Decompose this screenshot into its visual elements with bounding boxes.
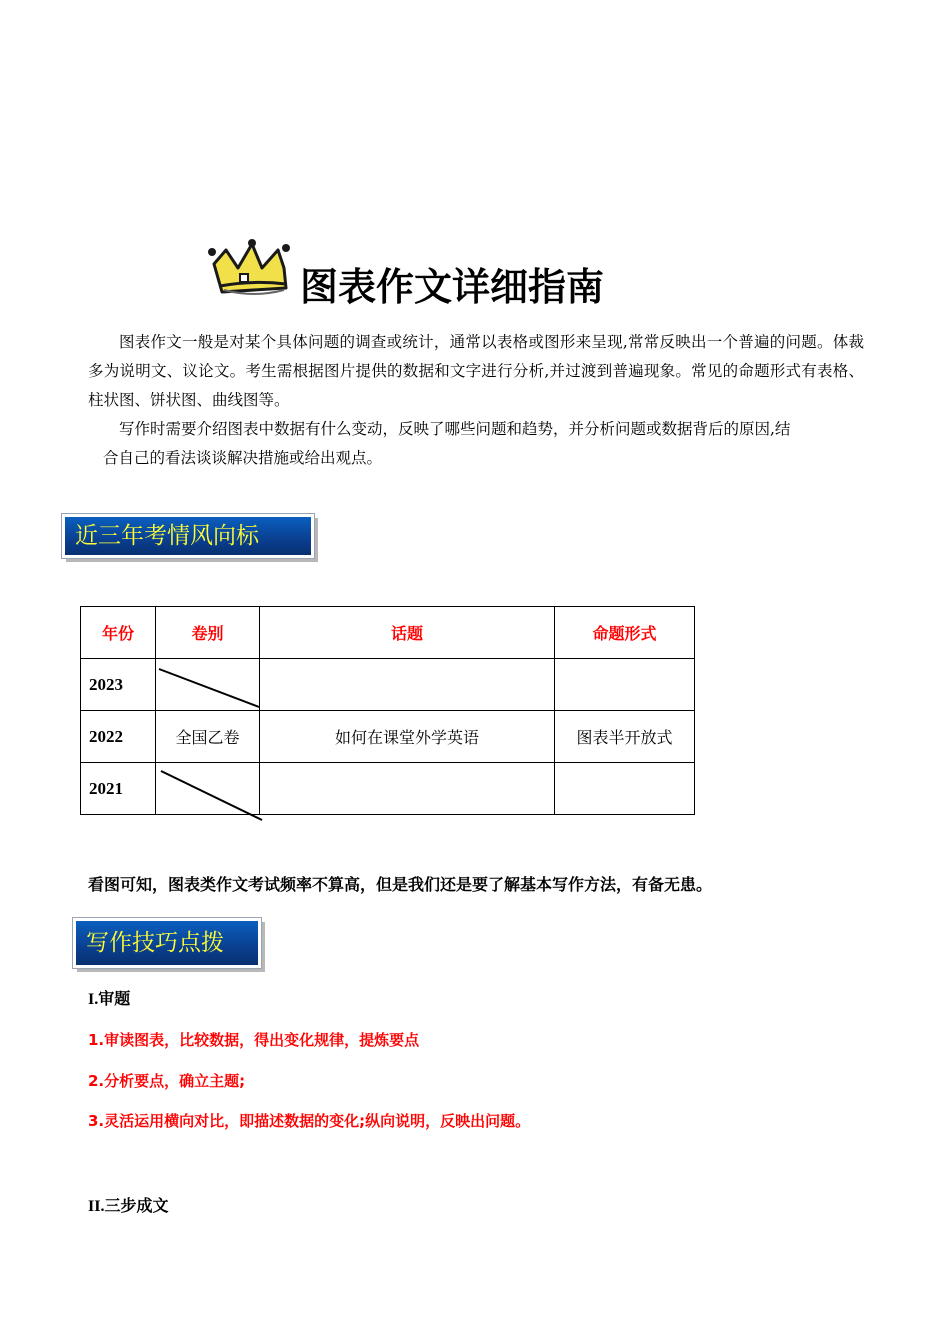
summary-text: 看图可知，图表类作文考试频率不算高，但是我们还是要了解基本写作方法，有备无患。 (88, 875, 713, 894)
cell-paper-empty (156, 659, 260, 711)
page-title: 图表作文详细指南 (300, 265, 605, 309)
table-row (81, 711, 695, 763)
cell-paper-empty (156, 763, 260, 815)
cell-topic: 如何在课堂外学英语 (260, 711, 555, 763)
header-form: 命题形式 (555, 607, 695, 659)
diagonal-slash (156, 659, 262, 713)
part2-heading: II.三步成文 (88, 1198, 169, 1215)
table-header-row (81, 607, 695, 659)
intro-paragraph-2-line-2: 合自己的看法谈谈解决措施或给出观点。 (103, 449, 383, 467)
header-topic: 话题 (260, 607, 555, 659)
cell-topic (260, 659, 555, 711)
cell-year: 2023 (81, 659, 156, 711)
part1-point-3: 3.灵活运用横向对比，即描述数据的变化;纵向说明，反映出问题。 (88, 1112, 531, 1130)
cell-year: 2022 (81, 711, 156, 763)
header-year: 年份 (81, 607, 156, 659)
part1-heading: I.审题 (88, 991, 131, 1008)
cell-paper: 全国乙卷 (156, 711, 260, 763)
diagonal-slash (156, 763, 262, 821)
table-row (81, 659, 695, 711)
exam-table (80, 606, 695, 815)
cell-form (555, 659, 695, 711)
section-banner-exam-trends: 近三年考情风向标 (62, 514, 314, 558)
cell-year: 2021 (81, 763, 156, 815)
header-paper: 卷别 (156, 607, 260, 659)
cell-form: 图表半开放式 (555, 711, 695, 763)
intro-paragraph-2-line-1: 写作时需要介绍图表中数据有什么变动，反映了哪些问题和趋势，并分析问题或数据背后的原因,结 (119, 420, 791, 438)
intro-paragraph-2 (88, 415, 864, 473)
crown-icon (200, 238, 300, 302)
cell-form (555, 763, 695, 815)
cell-topic (260, 763, 555, 815)
part1-point-1: 1.审读图表，比较数据，得出变化规律，提炼要点 (88, 1031, 420, 1049)
intro-paragraph-1: 图表作文一般是对某个具体问题的调查或统计，通常以表格或图形来呈现,常常反映出一个普遍的问题。体裁多为说明文、议论文。考生需根据图片提供的数据和文字进行分析,并过渡到普遍现象。常见的命题形式有表格、柱状图、饼状图、曲线图等。 (88, 333, 864, 409)
table-row (81, 763, 695, 815)
section-banner-writing-tips: 写作技巧点拨 (73, 918, 261, 968)
part1-point-2: 2.分析要点，确立主题; (88, 1072, 246, 1090)
